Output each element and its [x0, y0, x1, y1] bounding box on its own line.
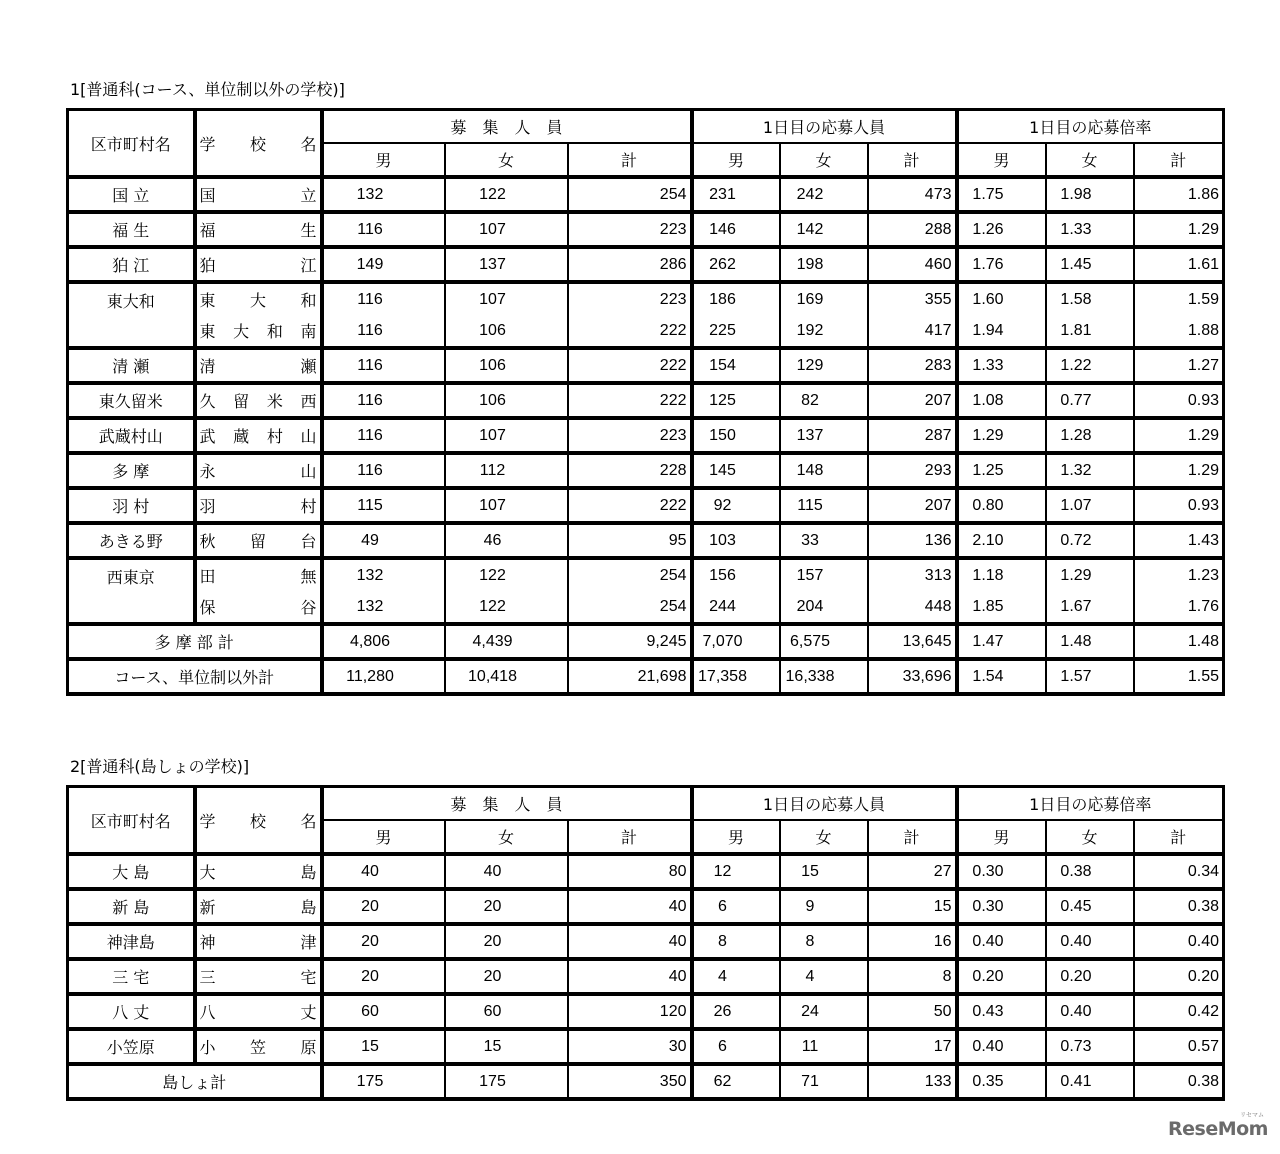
- school-name-cell: 小笠原: [195, 1029, 322, 1064]
- municipality-cell: 東大和: [68, 282, 195, 348]
- applicants-female-cell: 192: [780, 315, 868, 348]
- applicants-female-cell: 8: [780, 924, 868, 959]
- total-quota-male: 11,280: [322, 659, 445, 694]
- quota-total-cell: 30: [568, 1029, 692, 1064]
- school-name-cell: 東大和: [195, 282, 322, 315]
- subtotal-applicants-male: 7,070: [692, 624, 780, 659]
- table1-applicants-general: [66, 108, 1225, 696]
- applicants-male-cell: 262: [692, 247, 780, 282]
- municipality-cell: 武蔵村山: [68, 418, 195, 453]
- applicants-male-cell: 244: [692, 591, 780, 624]
- applicants-female-cell: 15: [780, 854, 868, 889]
- subtotal-applicants-female: 6,575: [780, 624, 868, 659]
- quota-male-cell: 20: [322, 924, 445, 959]
- ratio-female-cell: 0.40: [1046, 994, 1134, 1029]
- school-name-cell: 東大和南: [195, 315, 322, 348]
- ratio-total-cell: 1.59: [1134, 282, 1224, 315]
- ratio-male-cell: 1.33: [957, 348, 1046, 383]
- quota-total-cell: 223: [568, 212, 692, 247]
- municipality-cell: 清 瀬: [68, 348, 195, 383]
- quota-female-cell: 122: [445, 177, 568, 212]
- total-quota-total: 21,698: [568, 659, 692, 694]
- ratio-total-cell: 0.40: [1134, 924, 1224, 959]
- applicants-male-cell: 4: [692, 959, 780, 994]
- applicants-total-cell: 287: [868, 418, 957, 453]
- school-name-cell: 三宅: [195, 959, 322, 994]
- applicants-male-cell: 125: [692, 383, 780, 418]
- quota-female-cell: 46: [445, 523, 568, 558]
- table-row: [68, 348, 1224, 383]
- ratio-total-cell: 1.76: [1134, 591, 1224, 624]
- applicants-female-cell: 242: [780, 177, 868, 212]
- ratio-total-cell: 1.27: [1134, 348, 1224, 383]
- total-ratio-female: 1.57: [1046, 659, 1134, 694]
- school-name-cell: 大島: [195, 854, 322, 889]
- ratio-total-cell: 0.34: [1134, 854, 1224, 889]
- table-row: [68, 418, 1224, 453]
- quota-female-cell: 122: [445, 591, 568, 624]
- applicants-total-cell: 15: [868, 889, 957, 924]
- applicants-male-cell: 186: [692, 282, 780, 315]
- quota-total-cell: 286: [568, 247, 692, 282]
- municipality-cell: 大 島: [68, 854, 195, 889]
- total-quota-female: 175: [445, 1064, 568, 1099]
- quota-total-cell: 223: [568, 418, 692, 453]
- applicants-female-cell: 9: [780, 889, 868, 924]
- applicants-male-cell: 92: [692, 488, 780, 523]
- municipality-cell: 小笠原: [68, 1029, 195, 1064]
- quota-total-cell: 222: [568, 488, 692, 523]
- applicants-total-cell: 473: [868, 177, 957, 212]
- table-row: [68, 1029, 1224, 1064]
- applicants-total-cell: 16: [868, 924, 957, 959]
- ratio-female-cell: 0.73: [1046, 1029, 1134, 1064]
- header-applicants-female: 女: [780, 143, 868, 177]
- table-row: [68, 994, 1224, 1029]
- quota-total-cell: 254: [568, 591, 692, 624]
- quota-female-cell: 122: [445, 558, 568, 591]
- header-quota: 募 集 人 員: [322, 787, 692, 821]
- total-ratio-male: 0.35: [957, 1064, 1046, 1099]
- ratio-male-cell: 1.94: [957, 315, 1046, 348]
- header-quota-female: 女: [445, 820, 568, 854]
- table-row: [68, 854, 1224, 889]
- header-quota-female: 女: [445, 143, 568, 177]
- municipality-cell: 神津島: [68, 924, 195, 959]
- header-school: 学 校 名: [195, 110, 322, 178]
- school-name-cell: 狛江: [195, 247, 322, 282]
- ratio-male-cell: 0.30: [957, 854, 1046, 889]
- header-quota: 募 集 人 員: [322, 110, 692, 144]
- ratio-total-cell: 0.93: [1134, 383, 1224, 418]
- ratio-male-cell: 1.08: [957, 383, 1046, 418]
- quota-female-cell: 20: [445, 889, 568, 924]
- ratio-male-cell: 1.60: [957, 282, 1046, 315]
- total-quota-male: 175: [322, 1064, 445, 1099]
- applicants-male-cell: 231: [692, 177, 780, 212]
- header-municipality: 区市町村名: [68, 787, 195, 855]
- quota-total-cell: 95: [568, 523, 692, 558]
- ratio-male-cell: 1.75: [957, 177, 1046, 212]
- quota-total-cell: 228: [568, 453, 692, 488]
- header-ratio-total: 計: [1134, 820, 1224, 854]
- ratio-male-cell: 0.43: [957, 994, 1046, 1029]
- quota-male-cell: 132: [322, 177, 445, 212]
- table-row: [68, 488, 1224, 523]
- quota-female-cell: 15: [445, 1029, 568, 1064]
- municipality-cell: 羽 村: [68, 488, 195, 523]
- ratio-male-cell: 1.26: [957, 212, 1046, 247]
- quota-total-cell: 40: [568, 924, 692, 959]
- quota-female-cell: 60: [445, 994, 568, 1029]
- municipality-cell: 三 宅: [68, 959, 195, 994]
- total-ratio-total: 1.55: [1134, 659, 1224, 694]
- quota-male-cell: 116: [322, 315, 445, 348]
- header-applicants: 1日目の応募人員: [692, 110, 957, 144]
- total-applicants-total: 133: [868, 1064, 957, 1099]
- school-name-cell: 田無: [195, 558, 322, 591]
- resemom-logo: ReseMom: [1168, 1118, 1268, 1140]
- applicants-total-cell: 27: [868, 854, 957, 889]
- school-name-cell: 武蔵村山: [195, 418, 322, 453]
- ratio-male-cell: 1.85: [957, 591, 1046, 624]
- ratio-male-cell: 2.10: [957, 523, 1046, 558]
- ratio-female-cell: 1.07: [1046, 488, 1134, 523]
- header-ratio-male: 男: [957, 143, 1046, 177]
- applicants-total-cell: 355: [868, 282, 957, 315]
- ratio-female-cell: 1.45: [1046, 247, 1134, 282]
- quota-male-cell: 116: [322, 383, 445, 418]
- header-ratio: 1日目の応募倍率: [957, 110, 1224, 144]
- subtotal-ratio-total: 1.48: [1134, 624, 1224, 659]
- ratio-male-cell: 0.40: [957, 924, 1046, 959]
- ratio-female-cell: 0.20: [1046, 959, 1134, 994]
- quota-male-cell: 40: [322, 854, 445, 889]
- ratio-female-cell: 1.22: [1046, 348, 1134, 383]
- header-quota-male: 男: [322, 143, 445, 177]
- quota-female-cell: 107: [445, 282, 568, 315]
- quota-female-cell: 40: [445, 854, 568, 889]
- municipality-cell: あきる野: [68, 523, 195, 558]
- applicants-total-cell: 136: [868, 523, 957, 558]
- ratio-female-cell: 1.28: [1046, 418, 1134, 453]
- quota-female-cell: 137: [445, 247, 568, 282]
- applicants-female-cell: 115: [780, 488, 868, 523]
- applicants-male-cell: 150: [692, 418, 780, 453]
- total-quota-female: 10,418: [445, 659, 568, 694]
- ratio-total-cell: 0.93: [1134, 488, 1224, 523]
- municipality-cell: 福 生: [68, 212, 195, 247]
- ratio-total-cell: 0.42: [1134, 994, 1224, 1029]
- school-name-cell: 羽村: [195, 488, 322, 523]
- header-quota-total: 計: [568, 820, 692, 854]
- total-applicants-male: 17,358: [692, 659, 780, 694]
- table-row: [68, 177, 1224, 212]
- subtotal-quota-male: 4,806: [322, 624, 445, 659]
- ratio-female-cell: 1.29: [1046, 558, 1134, 591]
- header-applicants-male: 男: [692, 143, 780, 177]
- table-row: [68, 453, 1224, 488]
- header-applicants: 1日目の応募人員: [692, 787, 957, 821]
- quota-total-cell: 254: [568, 558, 692, 591]
- quota-female-cell: 20: [445, 924, 568, 959]
- applicants-total-cell: 460: [868, 247, 957, 282]
- ratio-male-cell: 1.29: [957, 418, 1046, 453]
- table-row: [68, 523, 1224, 558]
- applicants-male-cell: 8: [692, 924, 780, 959]
- header-ratio-male: 男: [957, 820, 1046, 854]
- applicants-total-cell: 207: [868, 488, 957, 523]
- ratio-female-cell: 1.81: [1046, 315, 1134, 348]
- quota-male-cell: 132: [322, 591, 445, 624]
- subtotal-ratio-female: 1.48: [1046, 624, 1134, 659]
- table-row: [68, 959, 1224, 994]
- applicants-male-cell: 146: [692, 212, 780, 247]
- ratio-female-cell: 1.33: [1046, 212, 1134, 247]
- municipality-cell: 国 立: [68, 177, 195, 212]
- subtotal-row: [68, 624, 1224, 659]
- ratio-total-cell: 1.29: [1134, 212, 1224, 247]
- header-municipality: 区市町村名: [68, 110, 195, 178]
- total-applicants-female: 16,338: [780, 659, 868, 694]
- ratio-female-cell: 1.98: [1046, 177, 1134, 212]
- resemom-logo-sub: リセマム: [1240, 1112, 1264, 1119]
- school-name-cell: 八丈: [195, 994, 322, 1029]
- quota-total-cell: 120: [568, 994, 692, 1029]
- applicants-female-cell: 148: [780, 453, 868, 488]
- ratio-total-cell: 1.86: [1134, 177, 1224, 212]
- header-applicants-total: 計: [868, 143, 957, 177]
- municipality-cell: 新 島: [68, 889, 195, 924]
- ratio-total-cell: 1.43: [1134, 523, 1224, 558]
- ratio-male-cell: 0.80: [957, 488, 1046, 523]
- ratio-male-cell: 0.30: [957, 889, 1046, 924]
- quota-male-cell: 116: [322, 453, 445, 488]
- header-ratio-total: 計: [1134, 143, 1224, 177]
- applicants-female-cell: 82: [780, 383, 868, 418]
- total-label: コース、単位制以外計: [68, 659, 322, 694]
- applicants-male-cell: 12: [692, 854, 780, 889]
- applicants-total-cell: 313: [868, 558, 957, 591]
- applicants-total-cell: 207: [868, 383, 957, 418]
- applicants-female-cell: 33: [780, 523, 868, 558]
- applicants-female-cell: 4: [780, 959, 868, 994]
- ratio-total-cell: 0.38: [1134, 889, 1224, 924]
- ratio-female-cell: 0.72: [1046, 523, 1134, 558]
- table-row: [68, 315, 1224, 348]
- ratio-male-cell: 0.20: [957, 959, 1046, 994]
- table1-title: 1[普通科(コース、単位制以外の学校)]: [70, 80, 345, 99]
- school-name-cell: 久留米西: [195, 383, 322, 418]
- applicants-male-cell: 26: [692, 994, 780, 1029]
- school-name-cell: 保谷: [195, 591, 322, 624]
- ratio-male-cell: 1.25: [957, 453, 1046, 488]
- applicants-total-cell: 17: [868, 1029, 957, 1064]
- subtotal-quota-female: 4,439: [445, 624, 568, 659]
- quota-male-cell: 115: [322, 488, 445, 523]
- quota-total-cell: 40: [568, 889, 692, 924]
- applicants-male-cell: 6: [692, 1029, 780, 1064]
- applicants-total-cell: 288: [868, 212, 957, 247]
- header-applicants-male: 男: [692, 820, 780, 854]
- subtotal-applicants-total: 13,645: [868, 624, 957, 659]
- quota-male-cell: 149: [322, 247, 445, 282]
- school-name-cell: 秋留台: [195, 523, 322, 558]
- quota-female-cell: 107: [445, 212, 568, 247]
- quota-total-cell: 222: [568, 315, 692, 348]
- applicants-female-cell: 157: [780, 558, 868, 591]
- ratio-female-cell: 0.40: [1046, 924, 1134, 959]
- total-row: [68, 1064, 1224, 1099]
- applicants-total-cell: 417: [868, 315, 957, 348]
- table-row: [68, 889, 1224, 924]
- total-ratio-female: 0.41: [1046, 1064, 1134, 1099]
- ratio-total-cell: 1.88: [1134, 315, 1224, 348]
- applicants-male-cell: 6: [692, 889, 780, 924]
- applicants-female-cell: 204: [780, 591, 868, 624]
- quota-total-cell: 254: [568, 177, 692, 212]
- table-row: [68, 212, 1224, 247]
- total-quota-total: 350: [568, 1064, 692, 1099]
- table-row: [68, 924, 1224, 959]
- applicants-female-cell: 11: [780, 1029, 868, 1064]
- total-applicants-total: 33,696: [868, 659, 957, 694]
- municipality-cell: 狛 江: [68, 247, 195, 282]
- ratio-female-cell: 1.32: [1046, 453, 1134, 488]
- quota-male-cell: 116: [322, 282, 445, 315]
- applicants-total-cell: 283: [868, 348, 957, 383]
- applicants-female-cell: 198: [780, 247, 868, 282]
- applicants-total-cell: 293: [868, 453, 957, 488]
- header-quota-total: 計: [568, 143, 692, 177]
- subtotal-label: 多 摩 部 計: [68, 624, 322, 659]
- quota-male-cell: 132: [322, 558, 445, 591]
- header-quota-male: 男: [322, 820, 445, 854]
- ratio-total-cell: 0.57: [1134, 1029, 1224, 1064]
- quota-female-cell: 20: [445, 959, 568, 994]
- quota-total-cell: 40: [568, 959, 692, 994]
- header-ratio-female: 女: [1046, 143, 1134, 177]
- school-name-cell: 福生: [195, 212, 322, 247]
- quota-male-cell: 116: [322, 418, 445, 453]
- subtotal-ratio-male: 1.47: [957, 624, 1046, 659]
- ratio-female-cell: 0.38: [1046, 854, 1134, 889]
- table-row: [68, 282, 1224, 315]
- applicants-male-cell: 103: [692, 523, 780, 558]
- school-name-cell: 新島: [195, 889, 322, 924]
- ratio-total-cell: 1.61: [1134, 247, 1224, 282]
- municipality-cell: 東久留米: [68, 383, 195, 418]
- total-ratio-male: 1.54: [957, 659, 1046, 694]
- school-name-cell: 清瀬: [195, 348, 322, 383]
- applicants-total-cell: 8: [868, 959, 957, 994]
- quota-total-cell: 222: [568, 383, 692, 418]
- quota-female-cell: 107: [445, 488, 568, 523]
- quota-male-cell: 20: [322, 889, 445, 924]
- applicants-female-cell: 24: [780, 994, 868, 1029]
- header-ratio: 1日目の応募倍率: [957, 787, 1224, 821]
- ratio-male-cell: 0.40: [957, 1029, 1046, 1064]
- table-row: [68, 383, 1224, 418]
- quota-male-cell: 116: [322, 348, 445, 383]
- quota-male-cell: 15: [322, 1029, 445, 1064]
- quota-female-cell: 107: [445, 418, 568, 453]
- quota-male-cell: 20: [322, 959, 445, 994]
- table-row: [68, 591, 1224, 624]
- quota-male-cell: 116: [322, 212, 445, 247]
- total-applicants-female: 71: [780, 1064, 868, 1099]
- applicants-female-cell: 137: [780, 418, 868, 453]
- ratio-male-cell: 1.76: [957, 247, 1046, 282]
- school-name-cell: 永山: [195, 453, 322, 488]
- ratio-female-cell: 1.58: [1046, 282, 1134, 315]
- school-name-cell: 神津: [195, 924, 322, 959]
- quota-male-cell: 60: [322, 994, 445, 1029]
- quota-total-cell: 222: [568, 348, 692, 383]
- applicants-total-cell: 50: [868, 994, 957, 1029]
- table2-title: 2[普通科(島しょの学校)]: [70, 757, 250, 776]
- ratio-female-cell: 1.67: [1046, 591, 1134, 624]
- total-row: [68, 659, 1224, 694]
- quota-female-cell: 112: [445, 453, 568, 488]
- subtotal-quota-total: 9,245: [568, 624, 692, 659]
- ratio-total-cell: 0.20: [1134, 959, 1224, 994]
- applicants-female-cell: 142: [780, 212, 868, 247]
- applicants-male-cell: 145: [692, 453, 780, 488]
- header-applicants-total: 計: [868, 820, 957, 854]
- quota-female-cell: 106: [445, 348, 568, 383]
- header-ratio-female: 女: [1046, 820, 1134, 854]
- municipality-cell: 多 摩: [68, 453, 195, 488]
- applicants-female-cell: 169: [780, 282, 868, 315]
- total-applicants-male: 62: [692, 1064, 780, 1099]
- applicants-male-cell: 156: [692, 558, 780, 591]
- ratio-total-cell: 1.29: [1134, 453, 1224, 488]
- header-school: 学 校 名: [195, 787, 322, 855]
- municipality-cell: 八 丈: [68, 994, 195, 1029]
- ratio-female-cell: 0.77: [1046, 383, 1134, 418]
- quota-female-cell: 106: [445, 315, 568, 348]
- school-name-cell: 国立: [195, 177, 322, 212]
- ratio-total-cell: 1.23: [1134, 558, 1224, 591]
- ratio-female-cell: 0.45: [1046, 889, 1134, 924]
- municipality-cell: 西東京: [68, 558, 195, 624]
- ratio-male-cell: 1.18: [957, 558, 1046, 591]
- quota-total-cell: 223: [568, 282, 692, 315]
- header-applicants-female: 女: [780, 820, 868, 854]
- total-label: 島しょ計: [68, 1064, 322, 1099]
- applicants-total-cell: 448: [868, 591, 957, 624]
- quota-female-cell: 106: [445, 383, 568, 418]
- quota-male-cell: 49: [322, 523, 445, 558]
- applicants-male-cell: 154: [692, 348, 780, 383]
- applicants-female-cell: 129: [780, 348, 868, 383]
- total-ratio-total: 0.38: [1134, 1064, 1224, 1099]
- applicants-male-cell: 225: [692, 315, 780, 348]
- table-row: [68, 558, 1224, 591]
- table-row: [68, 247, 1224, 282]
- quota-total-cell: 80: [568, 854, 692, 889]
- ratio-total-cell: 1.29: [1134, 418, 1224, 453]
- table2-applicants-islands: [66, 785, 1225, 1101]
